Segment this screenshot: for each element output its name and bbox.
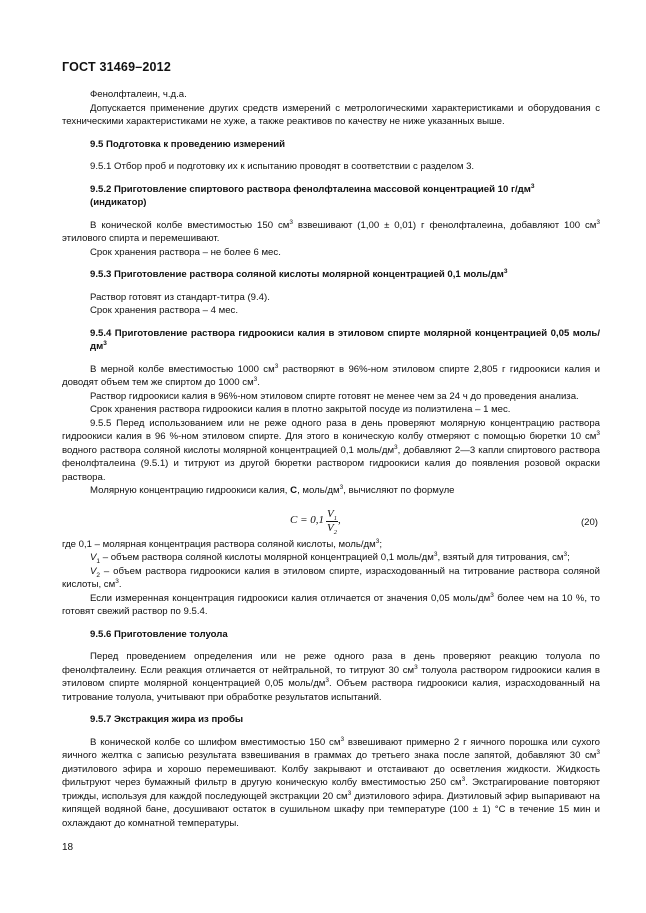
document-body xyxy=(62,88,600,830)
paragraph-9-5-3-prep: Раствор готовят из стандарт-титра (9.4). xyxy=(90,291,270,303)
formula-expression: C = 0,1 $\frac{V_1}{V_2}$ , xyxy=(290,507,341,536)
paragraph-9-5-4-prep: В мерной колбе вместимостью 1000 $см^3$ растворяют в 96%-ном этиловом спирте 2,805 г гидроокиси калия и доводят объем тем же спиртом до 1000 $см^3$. xyxy=(62,362,600,388)
paragraph-9-5-3-storage: Срок хранения раствора – 4 мес. xyxy=(90,305,239,316)
heading-9-5-3: 9.5.3 Приготовление раствора соляной кислоты молярной концентрацией 0,1 моль/$дм^3$ xyxy=(90,267,508,280)
paragraph-9-5-2-prep: В конической колбе вместимостью 150 $см^3$ взвешивают (1,00 ± 0,01) г фенолфталеина, добавляют 100 $см^3$ этилового спирта и перемешивают. xyxy=(62,218,600,244)
paragraph-9-5-6: Перед проведением определения или не реже одного раза в день проверяют реакцию толуола по фенолфталеину. Если реакция отличается от нейтральной, то титруют 30 $см^3$ толуола раствором гидроокиси калия в этиловом спирте молярной концентрацией 0,05 моль/$дм^3$. Объем раствора гидроокиси калия, израсходованный на титрование толуола, учитывают при обработке результатов испытаний. xyxy=(62,651,600,703)
paragraph-9-5-2-storage: Срок хранения раствора – не более 6 мес. xyxy=(90,246,281,258)
paragraph-9-5-1: 9.5.1 Отбор проб и подготовку их к испытанию проводят в соответствии с разделом 3. xyxy=(90,161,475,172)
paragraph-deviation-rule: Если измеренная концентрация гидроокиси калия отличается от значения 0,05 моль/$дм^3$ более чем на 10 %, то готовят свежий раствор по 9.5.4. xyxy=(62,591,600,617)
formula-fraction: $\frac{V_1}{V_2}$ xyxy=(327,507,337,536)
heading-9-5-4: 9.5.4 Приготовление раствора гидроокиси калия в этиловом спирте молярной концентрацией 0,05 моль/$дм^3$ xyxy=(90,327,600,352)
where-definition: где 0,1 – молярная концентрация раствора соляной кислоты, моль/$дм^3$; xyxy=(62,537,383,550)
heading-9-5-2: 9.5.2 Приготовление спиртового раствора фенолфталеина массовой концентрацией 10 $г/дм^3$ (индикатор) xyxy=(90,182,535,208)
v2-definition: $V_2$ – объем раствора гидроокиси калия в этиловом спирте, израсходованный на титрование раствора соляной кислоты, $см^3$. xyxy=(62,565,600,590)
heading-9-5-6: 9.5.6 Приготовление толуола xyxy=(90,628,228,640)
v1-definition: $V_1$ – объем раствора соляной кислоты молярной концентрацией 0,1 моль/$дм^3$, взятый для титрования, $см^3$; xyxy=(90,550,570,565)
paragraph-9-5-7: В конической колбе со шлифом вместимостью 150 $см^3$ взвешивают примерно 2 г яичного порошка или сухого яичного желтка с записью результата взвешивания в граммах до третьего знака после запятой, добавляют 30 $см^3$ диэтилового эфира и хорошо перемешивают. Колбу закрывают и отстаивают до осветления жидкости. Жидкость фильтруют через бумажный фильтр в другую коническую колбу вместимостью 250 $см^3$. Экстрагирование повторяют трижды, используя для каждой последующей экстракции 20 $см^3$ диэтилового эфира. Диэтиловый эфир выпаривают на кипящей водяной бане, досушивают остаток в сушильном шкафу при температуре (100 ± 1) °С в течение 15 мин и охлаждают до комнатной температуры. xyxy=(62,735,600,829)
paragraph-9-5-5: 9.5.5 Перед использованием или не реже одного раза в день проверяют молярную концентрацию раствора гидроокиси калия в 96 %-ном этиловом спирте. Для этого в коническую колбу отмеряют с помощью бюретки 10 $см^3$ водного раствора соляной кислоты молярной концентрацией 0,1 моль/$дм^3$, добавляют 2—3 капли спиртового раствора фенолфталеина (9.5.1) и титруют из другой бюретки раствором гидроокиси калия до появления розовой окраски раствора. xyxy=(62,417,600,483)
document-code-header: ГОСТ 31469–2012 xyxy=(62,60,171,74)
formula-number: (20) xyxy=(580,516,598,528)
paragraph-allowed-equipment: Допускается применение других средств измерений с метрологическими характеристиками и оборудования с техническими характеристиками не хуже, а также реактивов по качеству не ниже указанных выше. xyxy=(62,102,600,127)
paragraph-9-5-4-timing: Раствор гидроокиси калия в 96%-ном этиловом спирте готовят не менее чем за 24 ч до проведения анализа. xyxy=(90,390,579,402)
page-number: 18 xyxy=(62,842,74,853)
paragraph-phenolphthalein: Фенолфталеин, ч.д.а. xyxy=(90,89,187,100)
heading-9-5: 9.5 Подготовка к проведению измерений xyxy=(90,138,286,150)
heading-9-5-7: 9.5.7 Экстракция жира из пробы xyxy=(90,714,244,725)
paragraph-9-5-4-storage: Срок хранения раствора гидроокиси калия в плотно закрытой посуде из полиэтилена – 1 мес. xyxy=(90,404,511,415)
paragraph-molarity-formula-intro: Молярную концентрацию гидроокиси калия, C, моль/$дм^3$, вычисляют по формуле xyxy=(90,483,455,496)
formula-20 xyxy=(62,504,600,538)
